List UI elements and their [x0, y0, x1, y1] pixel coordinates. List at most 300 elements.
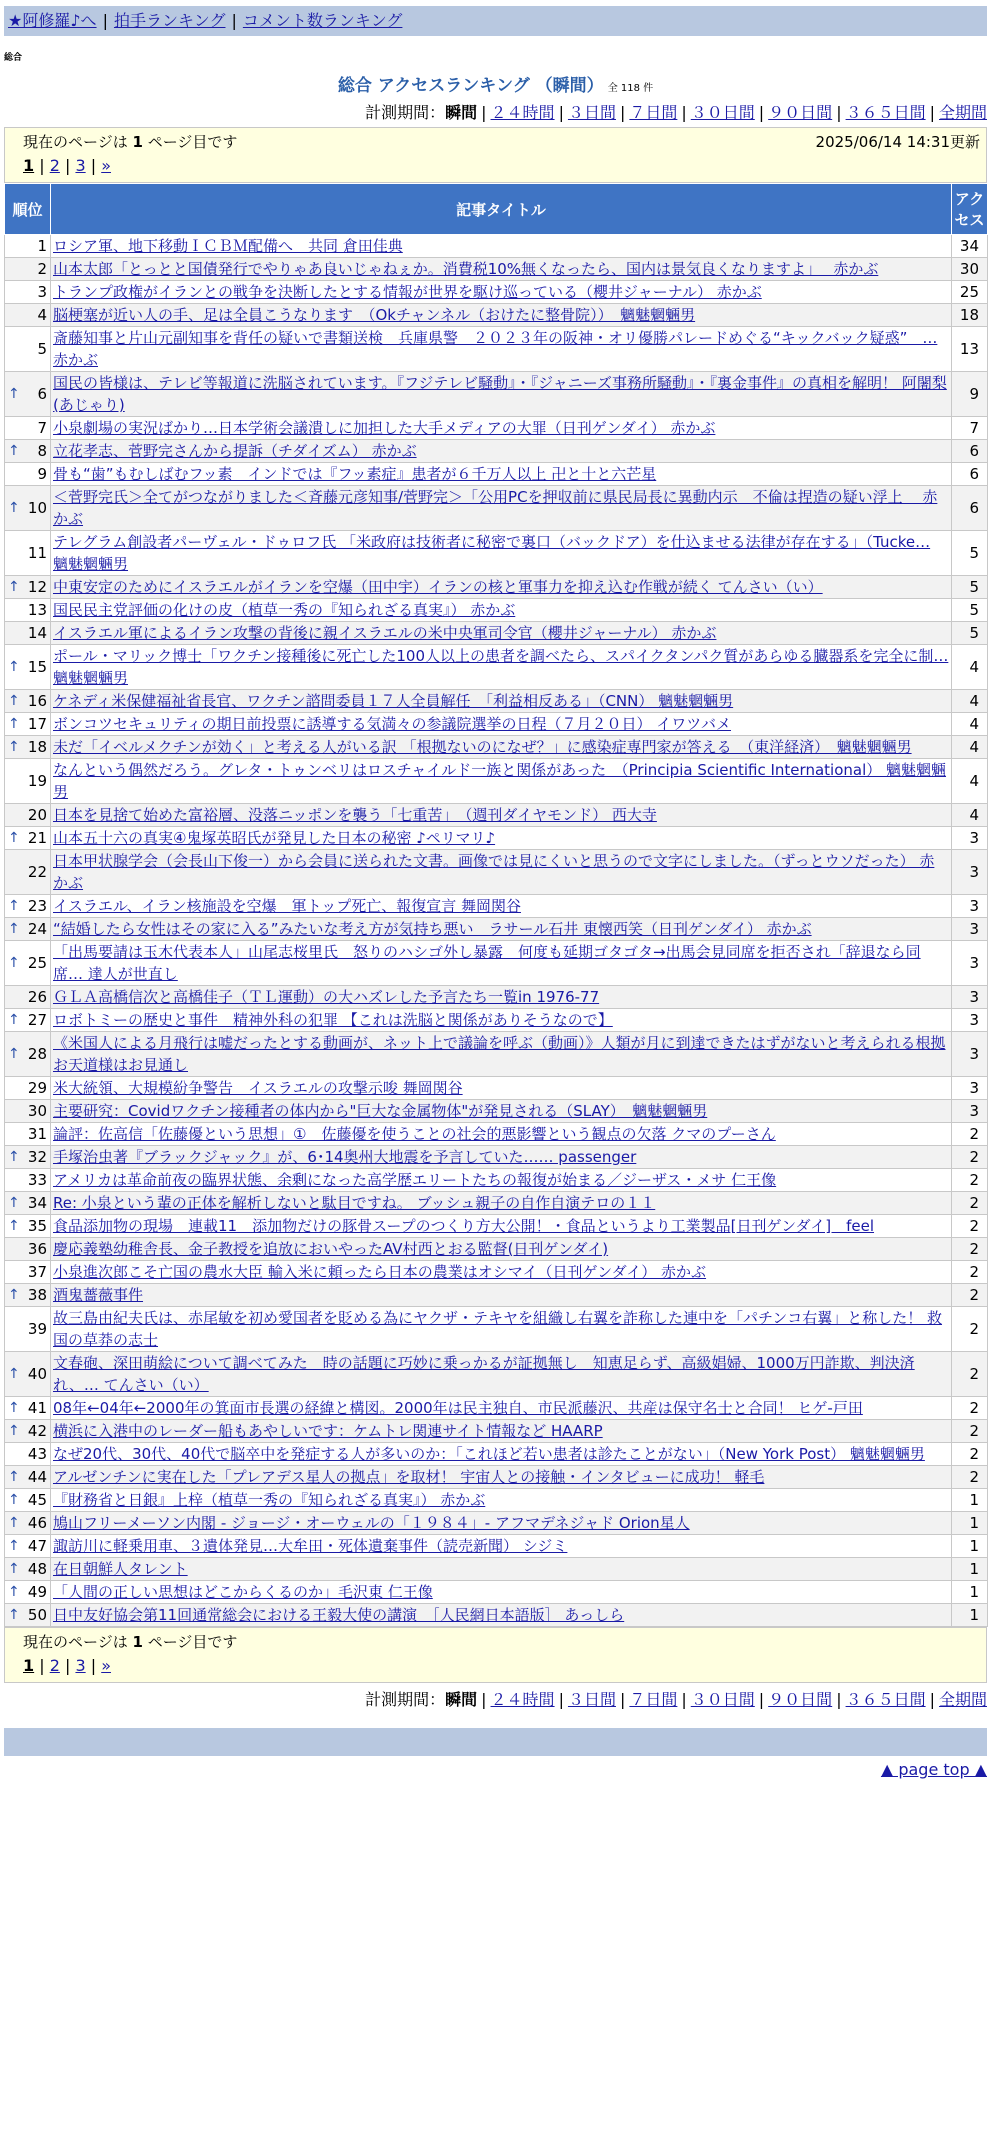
home-link[interactable]: ★阿修羅♪へ [8, 11, 97, 30]
separator: | [929, 1690, 935, 1709]
access-count: 4 [952, 690, 988, 713]
access-count: 1 [952, 1512, 988, 1535]
rank-number: 11 [27, 544, 47, 562]
access-count: 30 [952, 258, 988, 281]
article-link[interactable]: 中東安定のためにイスラエルがイランを空爆（田中宇）イランの核と軍事力を抑え込む作戦が続く てんさい（い） [53, 578, 823, 596]
rank-number: 33 [27, 1171, 47, 1189]
rank-number: 43 [27, 1445, 47, 1463]
period-link-2[interactable]: ７日間 [629, 1690, 678, 1709]
title-cell [51, 1352, 952, 1397]
access-count: 5 [952, 622, 988, 645]
arrow-up-icon: ↑ [8, 921, 20, 937]
rank-cell [5, 440, 51, 463]
title-cell [51, 713, 952, 736]
title-cell [51, 1077, 952, 1100]
rank-number: 21 [27, 829, 47, 847]
table-row [5, 463, 988, 486]
table-row [5, 304, 988, 327]
article-link[interactable]: ポール・マリック博士「ワクチン接種後に死亡した100人以上の患者を調べたら、スパイクタンパク質があらゆる臓器系を完全に制… 魑魅魍魎男 [53, 647, 949, 687]
access-count: 2 [952, 1466, 988, 1489]
rank-number: 44 [27, 1468, 47, 1486]
title-cell [51, 1192, 952, 1215]
rank-cell [5, 235, 51, 258]
title-cell [51, 599, 952, 622]
table-row [5, 759, 988, 804]
table-row [5, 736, 988, 759]
article-link[interactable]: 主要研究：Covidワクチン接種者の体内から"巨大な金属物体"が発見される（SLAY） 魑魅魍魎男 [53, 1102, 708, 1120]
page-info-bottom: 現在のページは 1 ページ目です 1 | 2 | 3 | » [4, 1627, 987, 1683]
title-cell [51, 576, 952, 599]
rank-number: 22 [27, 863, 47, 881]
article-link[interactable]: 横浜に入港中のレーダー船もあやしいです：ケムトレ関連サイト情報など HAARP [53, 1422, 603, 1440]
access-count: 3 [952, 827, 988, 850]
comment-ranking-link[interactable]: コメント数ランキング [242, 11, 403, 30]
access-count: 3 [952, 1032, 988, 1077]
article-link[interactable]: 論評：佐高信「佐藤優という思想」① 佐藤優を使うことの社会的悪影響という観点の欠落 クマのプーさん [53, 1125, 776, 1143]
article-link[interactable]: 山本太郎「とっとと国債発行でやりゃあ良いじゃねぇか。消費税10%無くなったら、国内は景気良くなりますよ」 赤かぶ [53, 260, 879, 278]
period-link-6[interactable]: 全期間 [938, 103, 987, 122]
pager-next-link[interactable]: » [101, 156, 111, 175]
rank-number: 17 [27, 715, 47, 733]
title-cell [51, 1558, 952, 1581]
rank-number: 26 [27, 988, 47, 1006]
access-count: 3 [952, 1100, 988, 1123]
separator: | [836, 1690, 842, 1709]
rank-number: 35 [27, 1217, 47, 1235]
title-cell [51, 622, 952, 645]
access-count: 3 [952, 850, 988, 895]
article-link[interactable]: 『財務省と日銀』上梓（植草一秀の『知られざる真実』） 赤かぶ [53, 1491, 486, 1509]
article-link[interactable]: 鳩山フリーメーソン内閣 - ジョージ・オーウェルの「１９８４」- アフマデネジャド Orion星人 [53, 1514, 690, 1532]
rank-number: 27 [27, 1011, 47, 1029]
period-link-3[interactable]: ３０日間 [690, 103, 755, 122]
arrow-up-icon: ↑ [8, 1218, 20, 1234]
access-count: 7 [952, 417, 988, 440]
arrow-up-icon: ↑ [8, 1366, 20, 1382]
table-row [5, 1535, 988, 1558]
article-link[interactable]: 食品添加物の現場 連載11 添加物だけの豚骨スープのつくり方大公開！・食品というより工業製品[日刊ゲンダイ] feel [53, 1217, 875, 1235]
title-cell [51, 1123, 952, 1146]
article-link[interactable]: ロシア軍、地下移動ＩＣＢＭ配備へ 共同 倉田佳典 [53, 237, 403, 255]
rank-number: 45 [27, 1491, 47, 1509]
title-cell [51, 1466, 952, 1489]
article-link[interactable]: 日本を見捨て始めた富裕層、没落ニッポンを襲う「七重苦」 （週刊ダイヤモンド） 西大寺 [53, 806, 657, 824]
article-link[interactable]: 手塚治虫著『ブラックジャック』が、6･14奥州大地震を予言していた…… passenger [53, 1148, 637, 1166]
table-row [5, 690, 988, 713]
table-row [5, 1512, 988, 1535]
table-row [5, 372, 988, 417]
title-cell [51, 1535, 952, 1558]
rank-cell [5, 827, 51, 850]
article-link[interactable]: アメリカは革命前夜の臨界状態、余剰になった高学歴エリートたちの報復が始まる／ジーザス・メサ 仁王像 [53, 1171, 777, 1189]
table-row [5, 486, 988, 531]
title-cell [51, 759, 952, 804]
separator: | [481, 1690, 487, 1709]
access-count: 2 [952, 1123, 988, 1146]
arrow-up-icon: ↑ [8, 1538, 20, 1554]
separator: | [758, 103, 765, 122]
table-row [5, 1146, 988, 1169]
pager-bottom: 1 | 2 | 3 | » [23, 1656, 111, 1675]
article-link[interactable]: 未だ「イベルメクチンが効く」と考える人がいる訳 「根拠ないのになぜ？」に感染症専門家が答える （東洋経済） 魑魅魍魎男 [53, 738, 912, 756]
title-cell [51, 463, 952, 486]
article-link[interactable]: 08年←04年←2000年の箕面市長選の経緯と構図。2000年は民主独自、市民派藤沢、共産は保守名士と合同！ ヒゲ-戸田 [53, 1399, 863, 1417]
access-count: 2 [952, 1146, 988, 1169]
separator: | [836, 103, 842, 122]
access-count: 3 [952, 1009, 988, 1032]
rank-cell [5, 304, 51, 327]
period-link-4[interactable]: ９０日間 [768, 103, 833, 122]
rank-cell [5, 1558, 51, 1581]
access-count: 1 [952, 1558, 988, 1581]
title-cell [51, 1169, 952, 1192]
table-row [5, 1307, 988, 1352]
rank-number: 48 [27, 1560, 47, 1578]
article-link[interactable]: イスラエル軍によるイラン攻撃の背後に親イスラエルの米中央軍司令官（櫻井ジャーナル） 赤かぶ [53, 624, 717, 642]
table-row [5, 1009, 988, 1032]
article-link[interactable]: 慶応義塾幼稚舎長、金子教授を追放においやったAV村西とおる監督(日刊ゲンダイ) [53, 1240, 609, 1258]
title-cell [51, 372, 952, 417]
access-count: 4 [952, 713, 988, 736]
rank-cell [5, 281, 51, 304]
article-link[interactable]: アルゼンチンに実在した「プレアデス星人の拠点」を取材！ 宇宙人との接触・インタビューに成功！ 軽毛 [53, 1468, 765, 1486]
title-cell [51, 736, 952, 759]
rank-cell [5, 1420, 51, 1443]
rank-number: 6 [37, 385, 47, 403]
rank-number: 49 [27, 1583, 47, 1601]
article-link[interactable]: トランプ政権がイランとの戦争を決断したとする情報が世界を駆け巡っている（櫻井ジャーナル） 赤かぶ [53, 283, 762, 301]
article-link[interactable]: 米大統領、大規模紛争警告 イスラエルの攻撃示唆 舞岡関谷 [53, 1079, 463, 1097]
article-link[interactable]: イスラエル、イラン核施設を空爆 軍トップ死亡、報復宣言 舞岡関谷 [53, 897, 521, 915]
pager-next-link[interactable]: » [101, 1656, 111, 1675]
title-cell [51, 1215, 952, 1238]
rank-number: 36 [27, 1240, 47, 1258]
access-count: 5 [952, 531, 988, 576]
rank-number: 13 [27, 601, 47, 619]
article-link[interactable]: 小泉劇場の実況ばかり…日本学術会議潰しに加担した大手メディアの大罪（日刊ゲンダイ） 赤かぶ [53, 419, 716, 437]
arrow-up-icon: ↑ [8, 693, 20, 709]
access-count: 5 [952, 599, 988, 622]
access-count: 4 [952, 736, 988, 759]
access-count: 3 [952, 986, 988, 1009]
article-link[interactable]: “結婚したら女性はその家に入る”みたいな考え方が気持ち悪い ラサール石井 東懐西笑（日刊ゲンダイ） 赤かぶ [53, 920, 812, 938]
table-row [5, 1077, 988, 1100]
table-row [5, 941, 988, 986]
table-row [5, 1443, 988, 1466]
rank-cell [5, 1100, 51, 1123]
title-cell [51, 1146, 952, 1169]
rank-cell [5, 1238, 51, 1261]
article-link[interactable]: 文春砲、深田萌絵について調べてみた 時の話題に巧妙に乗っかるが証拠無し 知恵足らず、高級娼婦、1000万円詐欺、判決済れ、… てんさい（い） [53, 1354, 915, 1394]
table-row [5, 645, 988, 690]
period-link-6[interactable]: 全期間 [938, 1690, 987, 1709]
article-link[interactable]: ボンコツセキュリティの期日前投票に誘導する気満々の参議院選挙の日程（７月２０日） イワツバメ [53, 715, 731, 733]
article-link[interactable]: 斎藤知事と片山元副知事を背任の疑いで書類送検 兵庫県警 ２０２３年の阪神・オリ優勝パレードめぐる“キックバック疑惑” … 赤かぶ [53, 329, 938, 369]
title-cell [51, 850, 952, 895]
table-row [5, 1466, 988, 1489]
table-row [5, 986, 988, 1009]
header-title: 記事タイトル [51, 184, 952, 235]
access-count: 3 [952, 918, 988, 941]
rank-cell [5, 1581, 51, 1604]
arrow-up-icon: ↑ [8, 739, 20, 755]
rank-number: 24 [27, 920, 47, 938]
table-row [5, 1581, 988, 1604]
table-row [5, 1352, 988, 1397]
article-link[interactable]: 山本五十六の真実④鬼塚英昭氏が発見した日本の秘密 ♪ペリマリ♪ [53, 829, 496, 847]
access-count: 2 [952, 1238, 988, 1261]
title-cell [51, 1284, 952, 1307]
ranking-table [4, 183, 988, 1627]
rank-cell [5, 1123, 51, 1146]
title-cell [51, 804, 952, 827]
page-info-top: 現在のページは 1 ページ目です 2025/06/14 14:31更新 1 | 2 | 3 | » [4, 127, 987, 183]
rank-number: 18 [27, 738, 47, 756]
rank-number: 32 [27, 1148, 47, 1166]
arrow-up-icon: ↑ [8, 1561, 20, 1577]
total-count: 全 118 件 [607, 83, 654, 94]
period-link-0[interactable]: ２４時間 [490, 103, 555, 122]
title-cell [51, 1261, 952, 1284]
rank-number: 31 [27, 1125, 47, 1143]
article-link[interactable]: 在日朝鮮人タレント [53, 1560, 188, 1578]
rank-number: 42 [27, 1422, 47, 1440]
rank-cell [5, 1466, 51, 1489]
access-count: 4 [952, 645, 988, 690]
article-link[interactable]: なんという偶然だろう。グレタ・トゥンベリはロスチャイルド一族と関係があった （Principia Scientific International） 魑魅魍魎男 [53, 761, 947, 801]
separator: | [929, 103, 935, 122]
access-count: 2 [952, 1443, 988, 1466]
period-link-5[interactable]: ３６５日間 [845, 103, 926, 122]
article-link[interactable]: 小泉進次郎こそ亡国の農水大臣 輸入米に頼ったら日本の農業はオシマイ（日刊ゲンダイ） 赤かぶ [53, 1263, 707, 1281]
table-row [5, 235, 988, 258]
rank-cell [5, 1604, 51, 1627]
clap-ranking-link[interactable]: 拍手ランキング [113, 11, 226, 30]
table-row [5, 713, 988, 736]
title-cell [51, 895, 952, 918]
rank-cell [5, 713, 51, 736]
rank-number: 30 [27, 1102, 47, 1120]
rank-cell [5, 1215, 51, 1238]
rank-cell [5, 850, 51, 895]
period-selector-top: 計測期間：瞬間 | ２４時間 | ３日間 | ７日間 | ３０日間 | ９０日間 | ３６５日間 | 全期間 [365, 103, 987, 122]
table-row [5, 599, 988, 622]
rank-cell [5, 1489, 51, 1512]
title-cell [51, 1032, 952, 1077]
rank-cell [5, 1535, 51, 1558]
title-cell [51, 941, 952, 986]
access-count: 3 [952, 895, 988, 918]
period-link-1[interactable]: ３日間 [567, 103, 616, 122]
pager-link-3[interactable]: 3 [75, 1656, 86, 1675]
period-link-5[interactable]: ３６５日間 [845, 1690, 926, 1709]
arrow-up-icon: ↑ [8, 659, 20, 675]
article-link[interactable]: ＜菅野完氏＞全てがつながりました＜斉藤元彦知事/菅野完＞「公用PCを押収前に県民局長に異動内示 不倫は捏造の疑い浮上 赤かぶ [53, 488, 938, 528]
rank-number: 28 [27, 1045, 47, 1063]
article-link[interactable]: 国民民主党評価の化けの皮（植草一秀の『知られざる真実』） 赤かぶ [53, 601, 516, 619]
table-row [5, 1261, 988, 1284]
title-cell [51, 1512, 952, 1535]
access-count: 4 [952, 759, 988, 804]
rank-number: 47 [27, 1537, 47, 1555]
article-link[interactable]: 脳梗塞が近い人の手、足は全員こうなります （Okチャンネル（おけたに整骨院）） 魑魅魍魎男 [53, 306, 696, 324]
rank-number: 4 [37, 306, 47, 324]
table-row [5, 1169, 988, 1192]
rank-number: 15 [27, 658, 47, 676]
article-link[interactable]: 酒鬼薔薇事件 [53, 1286, 144, 1304]
access-count: 2 [952, 1261, 988, 1284]
table-row [5, 1100, 988, 1123]
ranking-body [5, 235, 988, 1627]
table-row [5, 440, 988, 463]
article-link[interactable]: ロボトミーの歴史と事件 精神外科の犯罪 【これは洗脳と関係がありそうなので】 [53, 1011, 613, 1029]
table-row [5, 258, 988, 281]
article-link[interactable]: 国民の皆様は、テレビ等報道に洗脳されています。『フジテレビ騒動』・『ジャニーズ事務所騒動』・『裏金事件』の真相を解明！ 阿闍梨(あじゃり) [53, 374, 947, 414]
article-link[interactable]: 日中友好協会第11回通常総会における王毅大使の講演 ［人民網日本語版］ あっしら [53, 1606, 625, 1624]
access-count: 2 [952, 1307, 988, 1352]
period-link-2[interactable]: ７日間 [629, 103, 678, 122]
page-top [4, 1760, 987, 1779]
rank-number: 50 [27, 1606, 47, 1624]
rank-cell [5, 531, 51, 576]
rank-number: 8 [37, 442, 47, 460]
separator: | [681, 103, 687, 122]
table-row [5, 576, 988, 599]
period-links [477, 103, 987, 122]
access-count: 9 [952, 372, 988, 417]
table-row [5, 827, 988, 850]
article-link[interactable]: 「出馬要請は玉木代表本人」山尾志桜里氏 怒りのハシゴ外し暴露 何度も延期ゴタゴタ→出馬会見同席を拒否され「辞退なら同席… 達人が世直し [53, 943, 921, 983]
title-cell [51, 417, 952, 440]
pager-link-2[interactable]: 2 [49, 156, 60, 175]
table-row [5, 1238, 988, 1261]
rank-cell [5, 645, 51, 690]
arrow-up-icon: ↑ [8, 1469, 20, 1485]
rank-cell [5, 576, 51, 599]
rank-cell [5, 372, 51, 417]
top-nav-bar: ★阿修羅♪へ | 拍手ランキング | コメント数ランキング [4, 6, 987, 36]
article-link[interactable]: ＧＬＡ高橋信次と高橋佳子（ＴＬ運動）の大ハズレした予言たち一覧in 1976-77 [53, 988, 600, 1006]
access-count: 5 [952, 576, 988, 599]
rank-number: 41 [27, 1399, 47, 1417]
pager-current: 1 [23, 1656, 35, 1675]
rank-cell [5, 941, 51, 986]
article-link[interactable]: 諏訪川に軽乗用車、３遺体発見…大牟田・死体遺棄事件（読売新聞） シジミ [53, 1537, 568, 1555]
separator: | [558, 1690, 564, 1709]
table-row [5, 622, 988, 645]
title-cell [51, 1397, 952, 1420]
table-row [5, 1397, 988, 1420]
article-link[interactable]: ケネディ米保健福祉省長官、ワクチン諮問委員１７人全員解任 「利益相反ある」（CNN） 魑魅魍魎男 [53, 692, 734, 710]
article-link[interactable]: なぜ20代、30代、40代で脳卒中を発症する人が多いのか：「これほど若い患者は診たことがない」（New York Post） 魑魅魍魎男 [53, 1445, 925, 1463]
period-current: 瞬間 [445, 103, 478, 122]
article-link[interactable]: 日本甲状腺学会（会長山下俊一）から会員に送られた文書。画像では見にくいと思うので文字にしました。（ずっとウソだった） 赤かぶ [53, 852, 935, 892]
access-count: 2 [952, 1420, 988, 1443]
rank-number: 14 [27, 624, 47, 642]
rank-cell [5, 918, 51, 941]
rank-number: 25 [27, 954, 47, 972]
pager-link-2[interactable]: 2 [49, 1656, 60, 1675]
rank-number: 10 [27, 499, 47, 517]
rank-number: 37 [27, 1263, 47, 1281]
period-link-0[interactable]: ２４時間 [490, 1690, 555, 1709]
rank-cell [5, 895, 51, 918]
table-row [5, 1284, 988, 1307]
rank-cell [5, 1307, 51, 1352]
arrow-up-icon: ↑ [8, 1046, 20, 1062]
access-count: 6 [952, 486, 988, 531]
title-cell [51, 690, 952, 713]
rank-number: 5 [37, 340, 47, 358]
article-link[interactable]: 骨も“歯”もむしばむフッ素 インドでは『フッ素症』患者が６千万人以上 卍と十と六芒星 [53, 465, 657, 483]
arrow-up-icon: ↑ [8, 1607, 20, 1623]
arrow-up-icon: ↑ [8, 955, 20, 971]
rank-cell [5, 1009, 51, 1032]
title-cell [51, 258, 952, 281]
rank-cell [5, 804, 51, 827]
access-count: 2 [952, 1284, 988, 1307]
period-link-4[interactable]: ９０日間 [768, 1690, 833, 1709]
rank-number: 39 [27, 1320, 47, 1338]
article-link[interactable]: Re: 小泉という輩の正体を解析しないと駄目ですね。 ブッシュ親子の自作自演テロの１１ [53, 1194, 656, 1212]
arrow-up-icon: ↑ [8, 1195, 20, 1211]
arrow-up-icon: ↑ [8, 386, 20, 402]
article-link[interactable]: 故三島由紀夫氏は、赤尾敏を初め愛国者を貶める為にヤクザ・テキヤを組織し右翼を詐称した連中を「パチンコ右翼」と称した！ 救国の草莽の志士 [53, 1309, 943, 1349]
article-link[interactable]: 立花孝志、菅野完さんから提訴（チダイズム） 赤かぶ [53, 442, 417, 460]
arrow-up-icon: ↑ [8, 1149, 20, 1165]
arrow-up-icon: ↑ [8, 716, 20, 732]
rank-cell [5, 1032, 51, 1077]
table-row [5, 1558, 988, 1581]
separator: | [619, 1690, 626, 1709]
period-link-1[interactable]: ３日間 [567, 1690, 616, 1709]
title-cell [51, 1420, 952, 1443]
article-link[interactable]: 《米国人による月飛行は嘘だったとする動画が、ネット上で議論を呼ぶ（動画）》人類が月に到達できたはずがないと考えられる根拠 お天道様はお見通し [53, 1034, 946, 1074]
arrow-up-icon: ↑ [8, 1287, 20, 1303]
rank-cell [5, 1352, 51, 1397]
title-cell [51, 827, 952, 850]
rank-cell [5, 1397, 51, 1420]
title-cell [51, 235, 952, 258]
pager-link-3[interactable]: 3 [75, 156, 86, 175]
period-link-3[interactable]: ３０日間 [690, 1690, 755, 1709]
title-cell [51, 1238, 952, 1261]
table-row [5, 1192, 988, 1215]
article-link[interactable]: テレグラム創設者パーヴェル・ドゥロフ氏 「米政府は技術者に秘密で裏口（バックドア）を仕込ませる法律が存在する」（Tucke… 魑魅魍魎男 [53, 533, 931, 573]
rank-cell [5, 690, 51, 713]
page-top-link[interactable]: ▲ page top ▲ [880, 1760, 987, 1779]
rank-cell [5, 1077, 51, 1100]
title-cell [51, 918, 952, 941]
rank-cell [5, 759, 51, 804]
article-link[interactable]: 「人間の正しい思想はどこからくるのか」毛沢東 仁王像 [53, 1583, 433, 1601]
title-cell [51, 327, 952, 372]
rank-cell [5, 736, 51, 759]
table-row [5, 918, 988, 941]
rank-cell [5, 1512, 51, 1535]
table-row [5, 417, 988, 440]
rank-cell [5, 258, 51, 281]
rank-cell [5, 327, 51, 372]
access-count: 4 [952, 804, 988, 827]
access-count: 6 [952, 440, 988, 463]
rank-number: 46 [27, 1514, 47, 1532]
rank-cell [5, 599, 51, 622]
category-label: 総合 [4, 53, 23, 63]
access-count: 34 [952, 235, 988, 258]
arrow-up-icon: ↑ [8, 1400, 20, 1416]
access-count: 6 [952, 463, 988, 486]
